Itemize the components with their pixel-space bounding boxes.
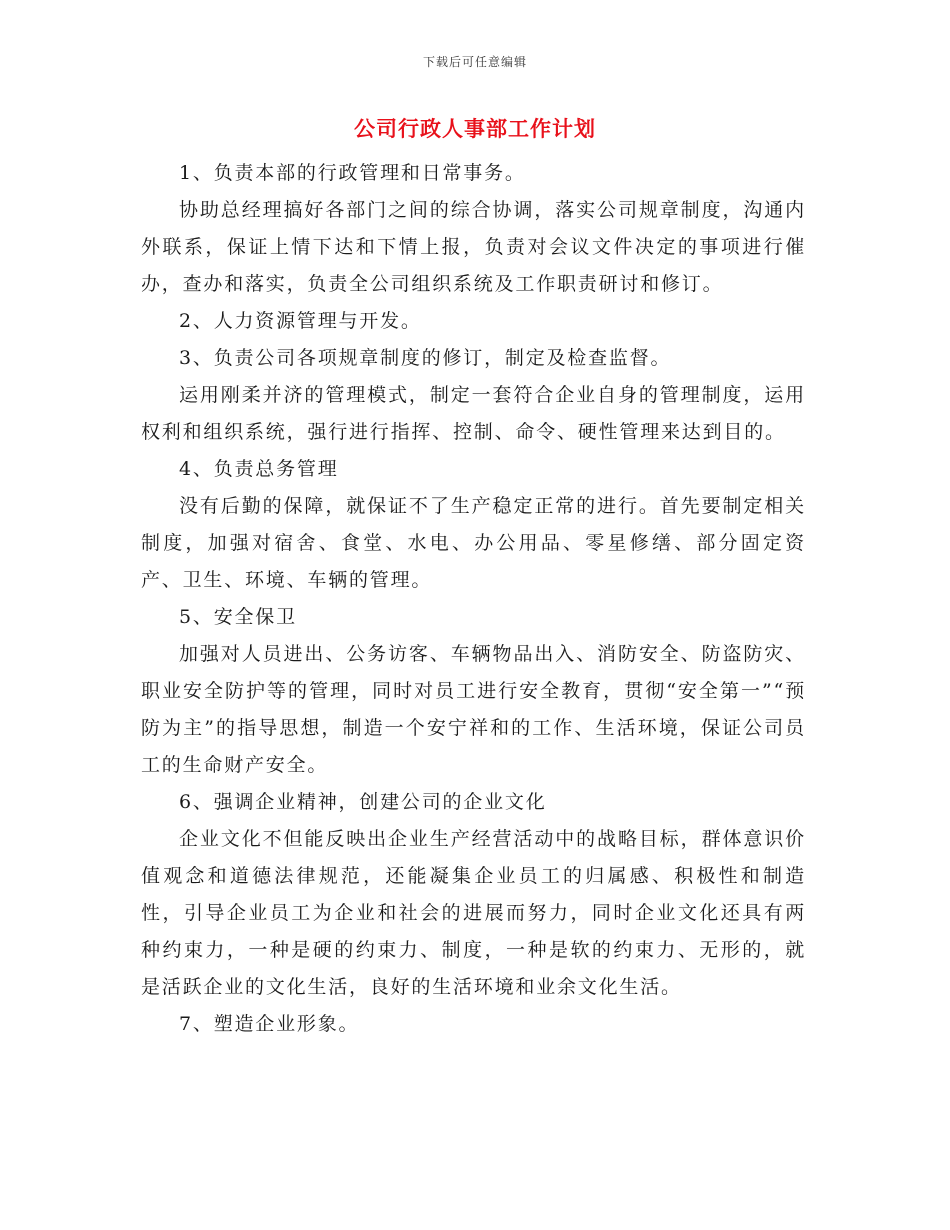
document-body [141, 155, 806, 1043]
section-heading-7: 7、塑造企业形象。 [179, 1013, 360, 1035]
section-heading-4: 4、负责总务管理 [179, 458, 339, 480]
section-heading-5: 5、安全保卫 [179, 606, 297, 628]
section-heading-2: 2、人力资源管理与开发。 [179, 310, 422, 332]
document-title: 公司行政人事部工作计划 [354, 116, 596, 141]
page-header-note: 下载后可任意编辑 [422, 55, 527, 69]
section-body-6: 企业文化不但能反映出企业生产经营活动中的战略目标，群体意识价值观念和道德法律规范，还能凝集企业员工的归属感、积极性和制造性，引导企业员工为企业和社会的进展而努力，同时企业文化还具有两种约束力，一种是硬的约束力、制度，一种是软的约束力、无形的，就是活跃企业的文化生活，良好的生活环境和业余文化生活。 [141, 828, 806, 998]
section-heading-3: 3、负责公司各项规章制度的修订，制定及检查监督。 [179, 347, 672, 369]
section-heading-6: 6、强调企业精神，创建公司的企业文化 [179, 791, 547, 813]
section-body-3: 运用刚柔并济的管理模式，制定一套符合企业自身的管理制度，运用权利和组织系统，强行进行指挥、控制、命令、硬性管理来达到目的。 [141, 384, 806, 443]
section-body-4: 没有后勤的保障，就保证不了生产稳定正常的进行。首先要制定相关制度，加强对宿舍、食堂、水电、办公用品、零星修缮、部分固定资产、卫生、环境、车辆的管理。 [141, 495, 806, 591]
section-heading-1: 1、负责本部的行政管理和日常事务。 [179, 162, 526, 184]
section-body-1: 协助总经理搞好各部门之间的综合协调，落实公司规章制度，沟通内外联系，保证上情下达和下情上报，负责对会议文件决定的事项进行催办，查办和落实，负责全公司组织系统及工作职责研讨和修订。 [141, 199, 806, 295]
section-body-5: 加强对人员进出、公务访客、车辆物品出入、消防安全、防盗防灾、职业安全防护等的管理，同时对员工进行安全教育，贯彻“安全第一”“预防为主”的指导思想，制造一个安宁祥和的工作、生活环境，保证公司员工的生命财产安全。 [141, 643, 806, 776]
